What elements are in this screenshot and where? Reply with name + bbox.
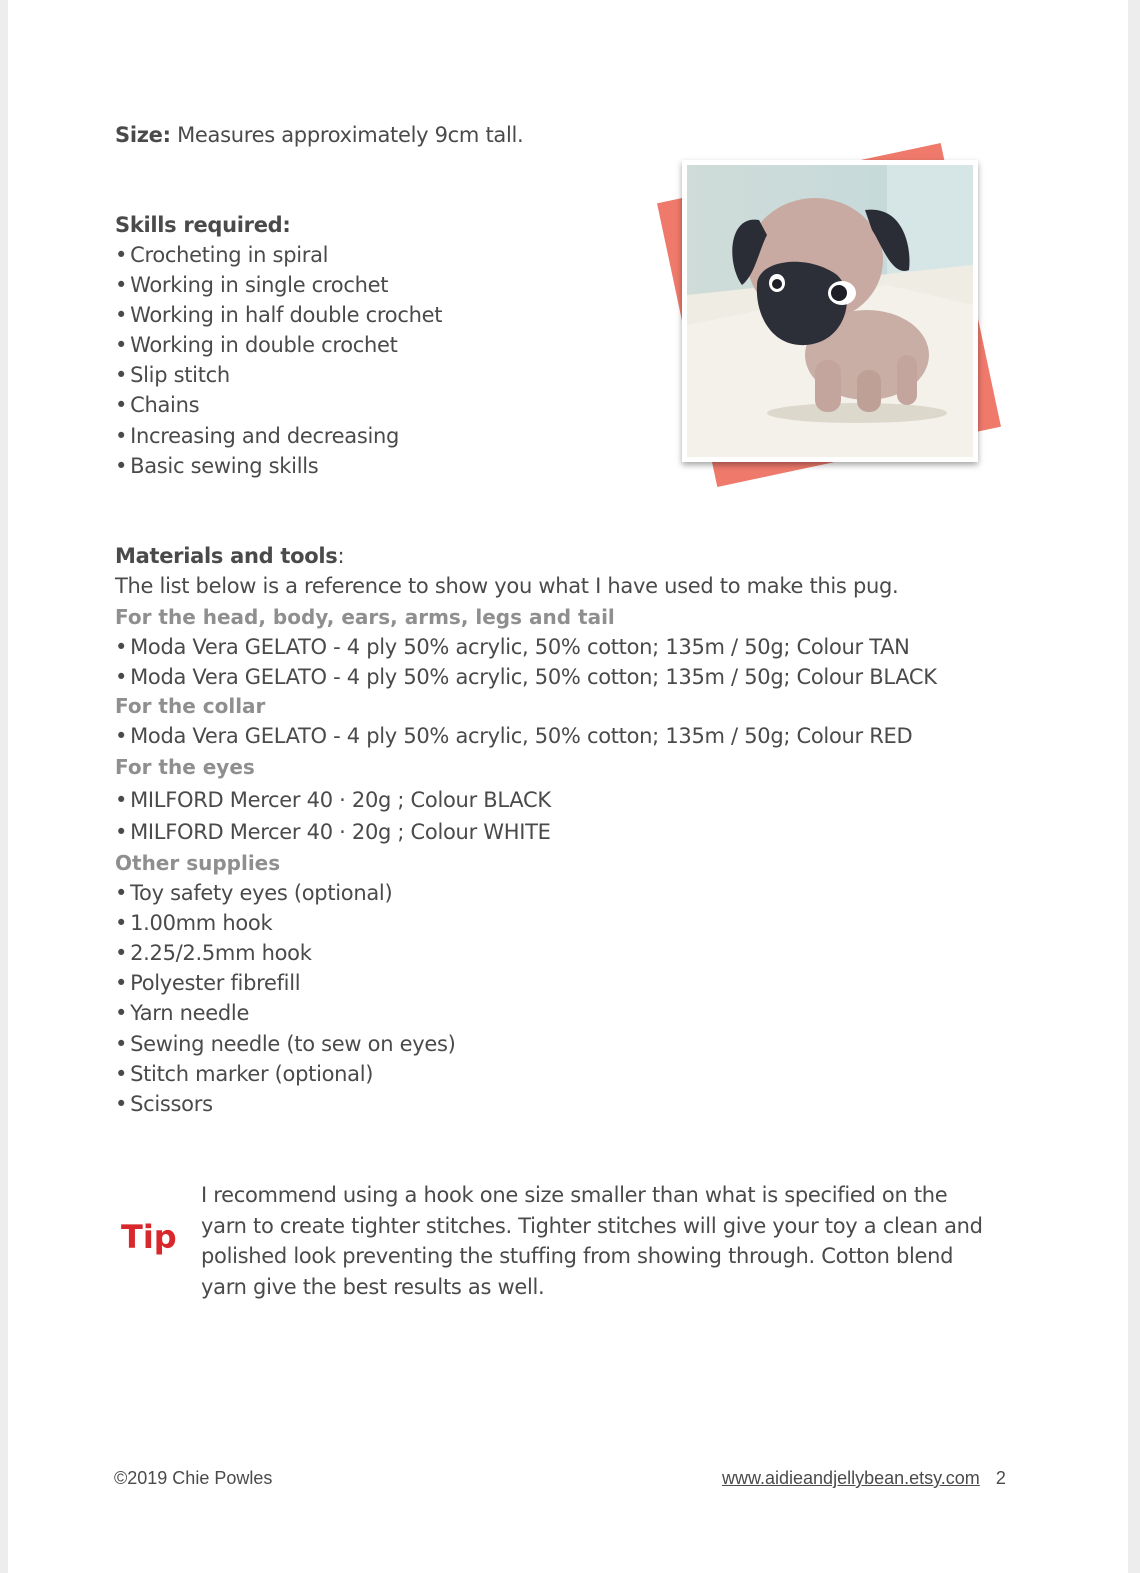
- supply-item: • 1.00mm hook: [115, 911, 272, 935]
- material-item: • MILFORD Mercer 40 · 20g ; Colour BLACK: [115, 788, 551, 812]
- size-text: Measures approximately 9cm tall.: [170, 123, 524, 147]
- material-item: • Moda Vera GELATO - 4 ply 50% acrylic, 50% cotton; 135m / 50g; Colour BLACK: [115, 665, 937, 689]
- supply-item: • Yarn needle: [115, 1001, 249, 1025]
- skills-item: • Crocheting in spiral: [115, 243, 328, 267]
- supply-item: • Toy safety eyes (optional): [115, 881, 392, 905]
- supply-item: • Scissors: [115, 1092, 213, 1116]
- supply-item: • Polyester fibrefill: [115, 971, 300, 995]
- skills-item: • Increasing and decreasing: [115, 424, 399, 448]
- skills-item: • Working in single crochet: [115, 273, 388, 297]
- materials-heading: Materials and tools:: [115, 544, 345, 568]
- material-item: • MILFORD Mercer 40 · 20g ; Colour WHITE: [115, 820, 551, 844]
- tip-text: I recommend using a hook one size smaller than what is specified on the yarn to create tighter stitches. Tighter stitches will give your toy a clean and polished look preventing the stuffing from showing through. Cotton blend yarn give the best results as well.: [201, 1183, 983, 1299]
- supply-item: • Stitch marker (optional): [115, 1062, 373, 1086]
- skills-item: • Working in double crochet: [115, 333, 398, 357]
- shop-link[interactable]: www.aidieandjellybean.etsy.com: [722, 1468, 980, 1488]
- tip-label: Tip: [121, 1218, 177, 1256]
- skills-item: • Slip stitch: [115, 363, 230, 387]
- section-title: For the eyes: [115, 755, 255, 779]
- material-item: • Moda Vera GELATO - 4 ply 50% acrylic, 50% cotton; 135m / 50g; Colour RED: [115, 724, 912, 748]
- skills-item: • Working in half double crochet: [115, 303, 442, 327]
- section-title: For the head, body, ears, arms, legs and tail: [115, 605, 615, 629]
- skills-heading: Skills required:: [115, 213, 291, 237]
- section-title: Other supplies: [115, 851, 281, 875]
- material-item: • Moda Vera GELATO - 4 ply 50% acrylic, 50% cotton; 135m / 50g; Colour TAN: [115, 635, 910, 659]
- pug-amigurumi-photo: [687, 165, 973, 457]
- section-title: For the collar: [115, 694, 266, 718]
- footer-copyright: ©2019 Chie Powles: [114, 1468, 273, 1488]
- document-page: [8, 0, 1128, 1573]
- supply-item: • 2.25/2.5mm hook: [115, 941, 312, 965]
- photo-frame: [682, 160, 978, 462]
- supply-item: • Sewing needle (to sew on eyes): [115, 1032, 455, 1056]
- footer-right: [722, 1468, 1006, 1489]
- size-line: [115, 123, 523, 147]
- materials-intro: The list below is a reference to show you what I have used to make this pug.: [115, 574, 899, 598]
- page-number: 2: [995, 1468, 1006, 1488]
- size-label: Size:: [115, 123, 171, 147]
- skills-item: • Chains: [115, 393, 199, 417]
- skills-item: • Basic sewing skills: [115, 454, 318, 478]
- pug-photo-group: [644, 130, 1016, 500]
